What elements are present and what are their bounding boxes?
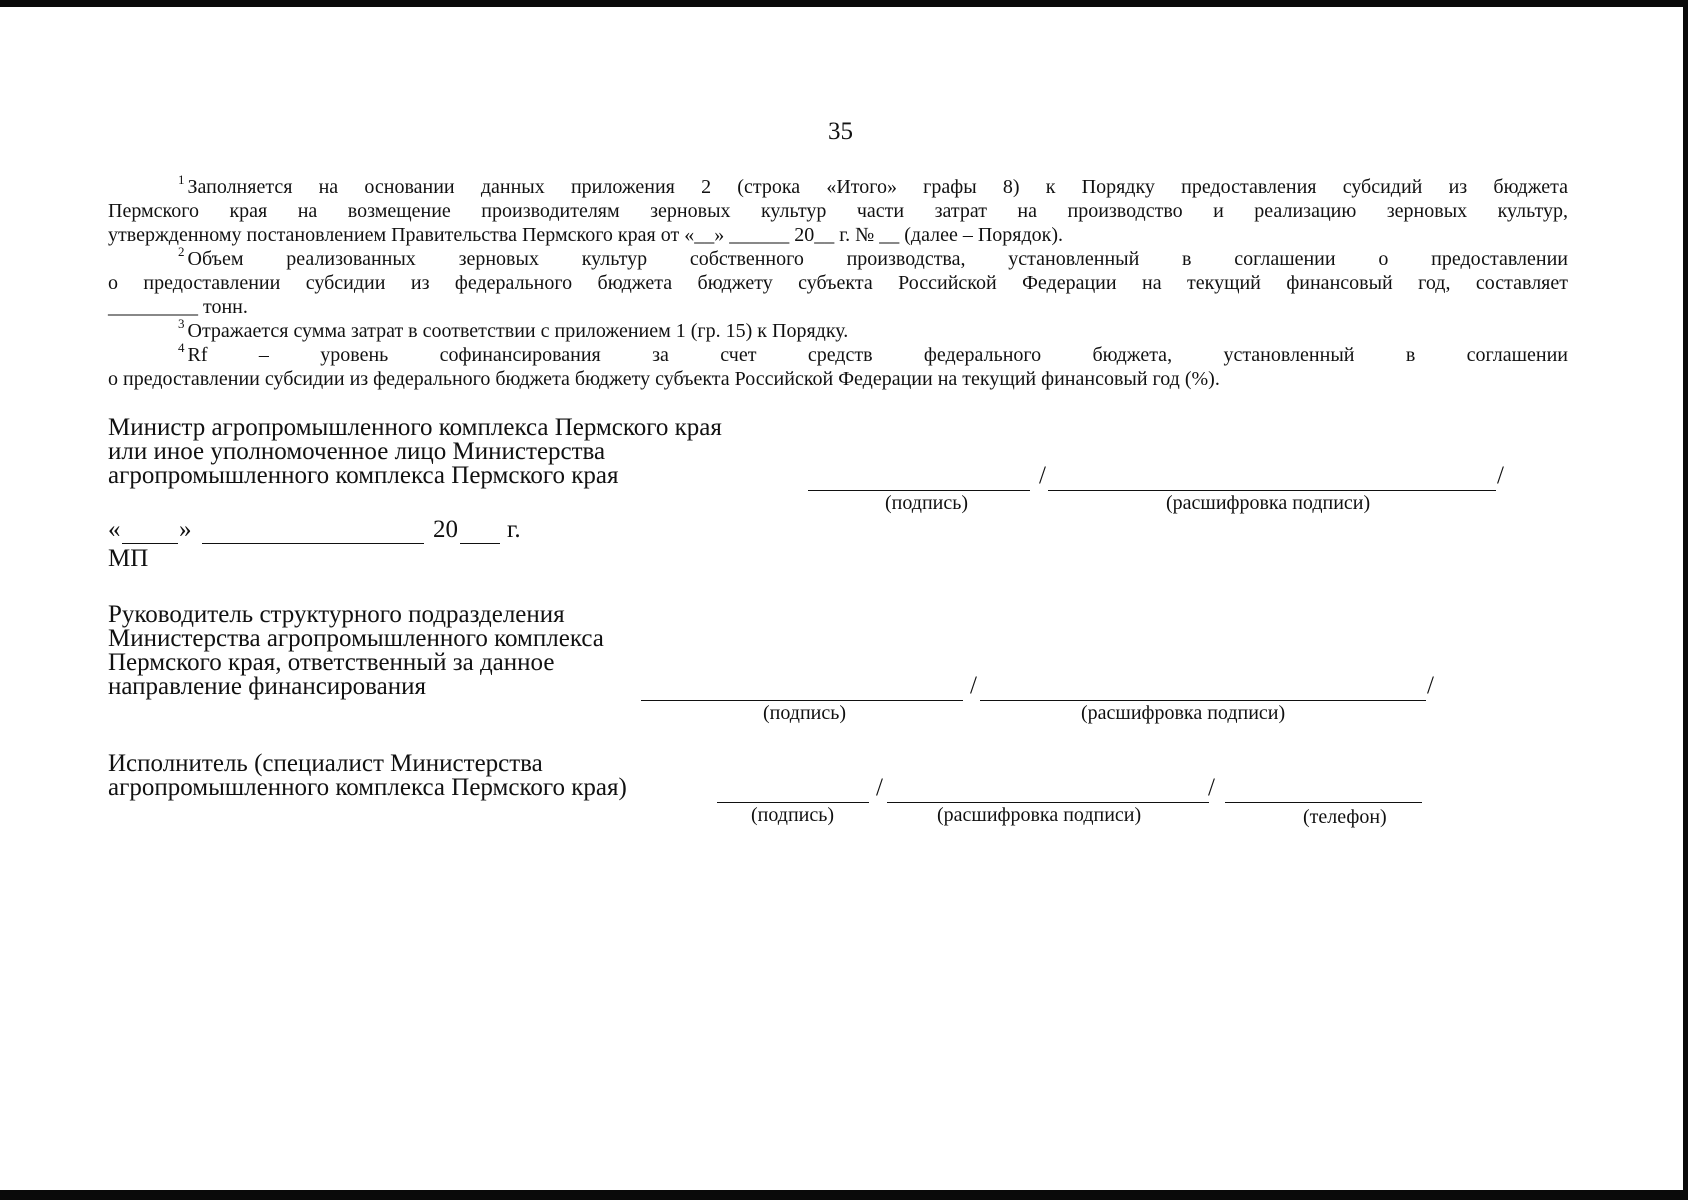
footnote-1-mark: 1	[178, 172, 185, 187]
footnote-1	[108, 172, 1568, 247]
executor-decoding-field[interactable]	[887, 802, 1209, 803]
footnote-3-line-1: $^3$ Отражается сумма затрат в соответствии с приложением 1 (гр. 15) к Порядку.	[178, 316, 849, 342]
footnote-4-line-2: о предоставлении субсидии из федерального бюджета бюджету субъекта Российской Федерации на текущий финансовый год (%).	[108, 368, 1220, 390]
date-day-field[interactable]	[122, 543, 178, 544]
footnote-2	[108, 244, 1568, 319]
head-decoding-caption: (расшифровка подписи)	[1081, 702, 1286, 724]
minister-block	[108, 416, 722, 488]
head-signature-caption: (подпись)	[763, 702, 847, 724]
minister-line-3: агропромышленного комплекса Пермского края	[108, 462, 619, 489]
date-year-field[interactable]	[460, 543, 500, 544]
footnote-4-mark: 4	[178, 340, 185, 355]
footnote-3-mark: 3	[178, 316, 185, 331]
date-year-suffix: г.	[507, 516, 521, 543]
footnote-2-mark: 2	[178, 244, 185, 259]
minister-signature-field[interactable]	[808, 490, 1030, 491]
minister-decoding-field[interactable]	[1048, 490, 1496, 491]
executor-slash-1: /	[876, 774, 883, 801]
executor-phone-field[interactable]	[1225, 802, 1422, 803]
stamp-label: МП	[108, 545, 149, 572]
date-year-prefix: 20	[433, 516, 458, 543]
minister-slash-1: /	[1039, 462, 1046, 489]
head-slash-1: /	[970, 672, 977, 699]
head-block	[108, 603, 604, 699]
head-line-3: Пермского края, ответственный за данное	[108, 649, 555, 676]
executor-slash-2: /	[1208, 774, 1215, 801]
executor-phone-caption: (телефон)	[1303, 806, 1387, 828]
head-slash-2: /	[1427, 672, 1434, 699]
date-open-quote: «	[108, 516, 121, 543]
footnote-2-line-1: $^2$ Объем реализованных зерновых культур собственного производства, установленный в соглашении о предоставлении	[178, 244, 1568, 270]
footnote-1-line-2: Пермского края на возмещение производителям зерновых культур части затрат на производство и реализацию зерновых культур,	[108, 200, 1568, 222]
date-close-quote: »	[179, 516, 192, 543]
executor-signature-caption: (подпись)	[751, 804, 835, 826]
footnote-4	[108, 340, 1568, 391]
footnote-2-line-2: о предоставлении субсидии из федерального бюджета бюджету субъекта Российской Федерации на текущий финансовый год, составляет	[108, 272, 1568, 294]
footnote-1-line-3: утвержденному постановлением Правительства Пермского края от «__» ______ 20__ г. № __ (далее – Порядок).	[108, 224, 1064, 246]
scan-border-right	[1683, 0, 1688, 1200]
head-signature-field[interactable]	[641, 700, 963, 701]
scan-border-top	[0, 0, 1688, 7]
scan-border-bottom	[0, 1190, 1688, 1200]
footnote-2-line-3: _________ тонн.	[108, 296, 248, 318]
minister-line-2: или иное уполномоченное лицо Министерства	[108, 438, 606, 465]
head-decoding-field[interactable]	[980, 700, 1426, 701]
footnote-3	[108, 316, 1568, 343]
executor-signature-field[interactable]	[717, 802, 869, 803]
minister-decoding-caption: (расшифровка подписи)	[1166, 492, 1371, 514]
head-line-4: направление финансирования	[108, 673, 427, 700]
footnote-1-line-1: $^1$ Заполняется на основании данных приложения 2 (строка «Итого» графы 8) к Порядку предоставления субсидий из бюджета	[178, 172, 1568, 198]
executor-line-1: Исполнитель (специалист Министерства	[108, 750, 543, 777]
minister-signature-caption: (подпись)	[885, 492, 969, 514]
footnote-4-line-1: $^4$ Rf – уровень софинансирования за счет средств федерального бюджета, установленный в соглашении	[178, 340, 1568, 366]
executor-line-2: агропромышленного комплекса Пермского края)	[108, 774, 627, 801]
minister-line-1: Министр агропромышленного комплекса Пермского края	[108, 414, 722, 441]
executor-decoding-caption: (расшифровка подписи)	[937, 804, 1142, 826]
head-line-1: Руководитель структурного подразделения	[108, 601, 565, 628]
head-line-2: Министерства агропромышленного комплекса	[108, 625, 604, 652]
page-number: 35	[828, 118, 853, 145]
executor-block	[108, 752, 627, 800]
minister-slash-2: /	[1497, 462, 1504, 489]
date-month-field[interactable]	[202, 543, 424, 544]
